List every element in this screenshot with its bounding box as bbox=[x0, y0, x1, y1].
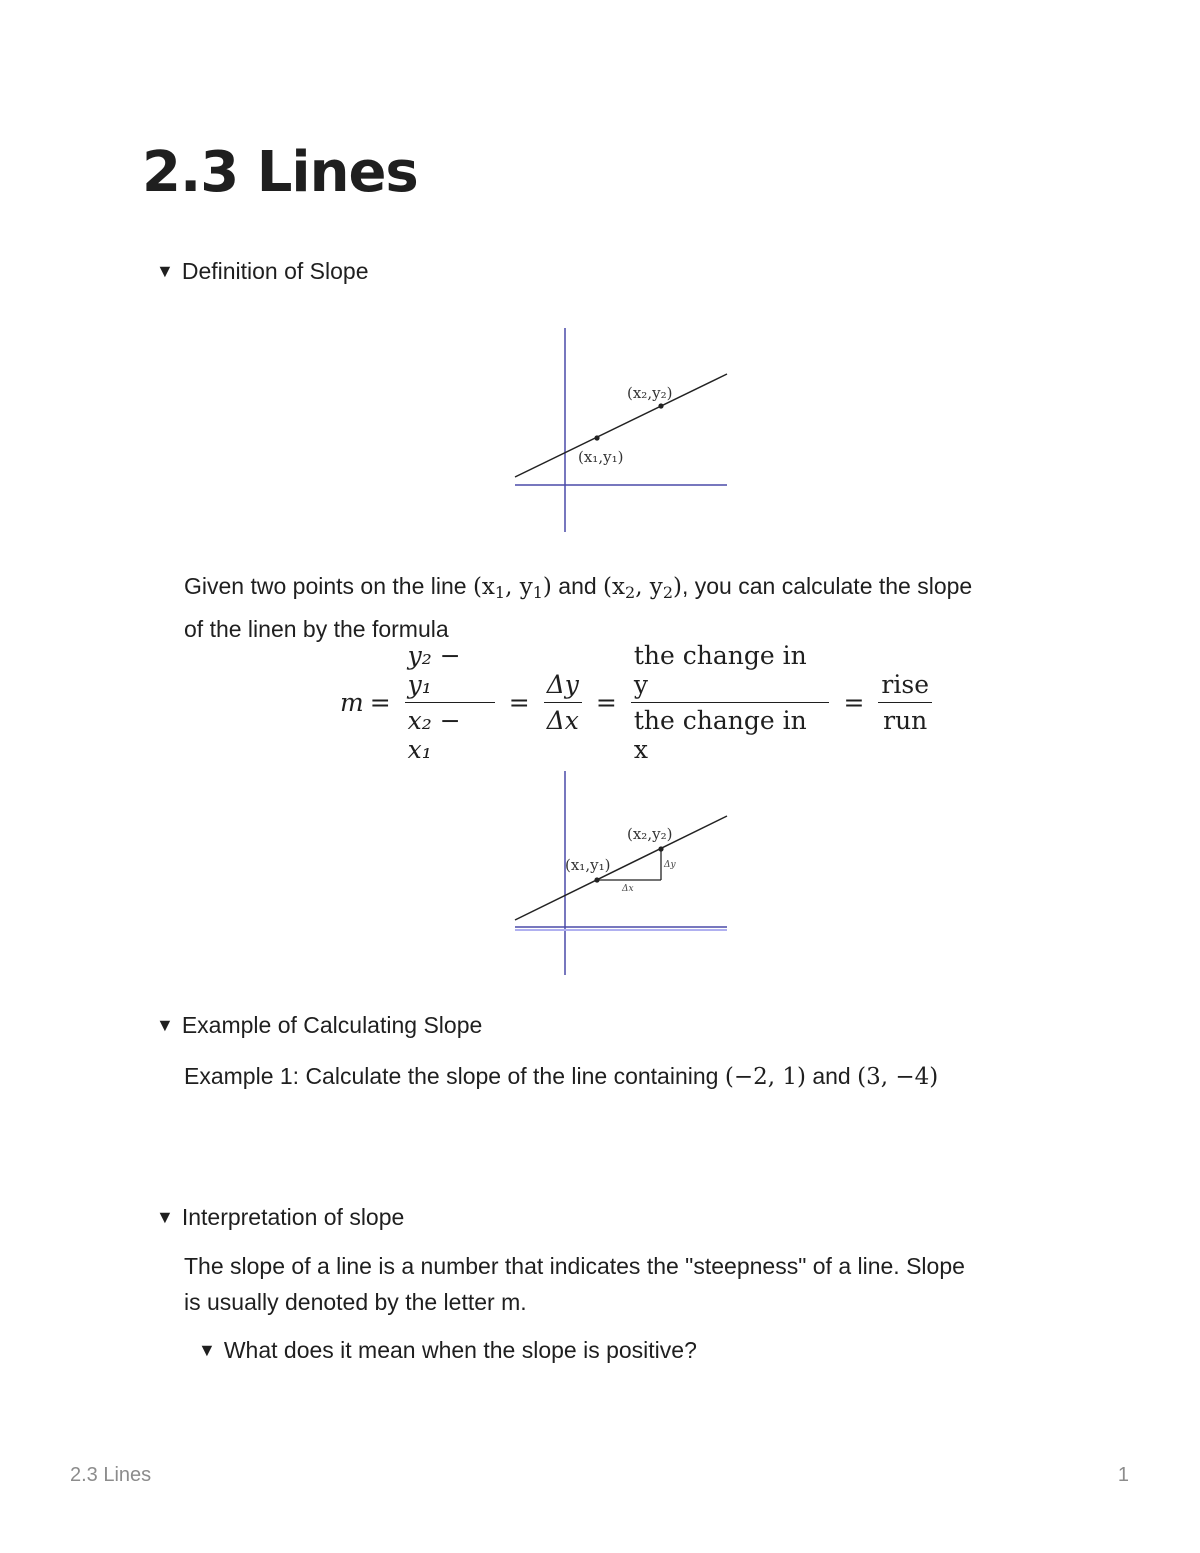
definition-line-2: of the linen by the formula bbox=[184, 616, 449, 642]
interpretation-line-2: is usually denoted by the letter m. bbox=[184, 1289, 527, 1315]
fraction-den: run bbox=[883, 705, 928, 735]
fraction-change bbox=[631, 641, 830, 764]
text-segment: , you can calculate the slope bbox=[681, 573, 973, 599]
toggle-heading-definition: Definition of Slope bbox=[181, 258, 369, 284]
math-part: ) bbox=[673, 574, 682, 600]
math-point-2 bbox=[603, 574, 682, 600]
label-point-1: (x₁,y₁) bbox=[565, 856, 611, 874]
footer-title: 2.3 Lines bbox=[70, 1464, 152, 1486]
label-delta-y: Δy bbox=[664, 860, 676, 870]
example-paragraph bbox=[184, 1058, 938, 1095]
text-segment: and bbox=[551, 573, 604, 599]
fraction-den: Δx bbox=[546, 705, 579, 735]
fraction-num: y₂ − y₁ bbox=[405, 641, 495, 703]
triangle-down-icon: ▼ bbox=[156, 1015, 174, 1035]
formula-eq: = bbox=[508, 687, 530, 717]
toggle-heading-interpretation: Interpretation of slope bbox=[181, 1204, 405, 1230]
math-part: (x bbox=[472, 574, 495, 600]
fraction-den: x₂ − x₁ bbox=[407, 705, 461, 764]
triangle-down-icon: ▼ bbox=[156, 261, 174, 281]
toggle-heading-example: Example of Calculating Slope bbox=[181, 1012, 483, 1038]
interpretation-paragraph bbox=[184, 1248, 965, 1320]
formula-eq: = bbox=[843, 687, 865, 717]
slope-line bbox=[515, 816, 727, 920]
math-sub: 2 bbox=[625, 583, 636, 602]
math-point-b: (3, −4) bbox=[857, 1064, 939, 1090]
toggle-interpretation-of-slope[interactable] bbox=[156, 1204, 404, 1231]
fraction-delta bbox=[544, 670, 582, 735]
formula-m: m bbox=[340, 687, 364, 717]
slope-graph-1 bbox=[505, 320, 735, 535]
text-segment: Example 1: Calculate the slope of the line containing bbox=[184, 1063, 725, 1089]
definition-line-1 bbox=[184, 568, 972, 611]
triangle-down-icon: ▼ bbox=[156, 1207, 174, 1227]
fraction-rise-run bbox=[878, 670, 932, 735]
slope-formula bbox=[340, 640, 940, 764]
math-part: (x bbox=[603, 574, 625, 600]
math-part: ) bbox=[542, 574, 552, 600]
fraction-num: rise bbox=[878, 670, 932, 703]
math-point-a: (−2, 1) bbox=[724, 1064, 806, 1090]
toggle-example-of-slope[interactable] bbox=[156, 1012, 482, 1039]
interpretation-line-1: The slope of a line is a number that indicates the "steepness" of a line. Slope bbox=[184, 1253, 965, 1279]
math-sub: 2 bbox=[662, 583, 673, 602]
text-segment: and bbox=[805, 1063, 858, 1089]
fraction-points bbox=[405, 641, 495, 764]
toggle-definition-of-slope[interactable] bbox=[156, 258, 369, 285]
triangle-down-icon: ▼ bbox=[198, 1340, 216, 1360]
fraction-num: Δy bbox=[544, 670, 582, 703]
page-title: 2.3 Lines bbox=[142, 140, 418, 205]
math-point-1 bbox=[473, 574, 552, 600]
slope-graph-2 bbox=[505, 765, 735, 980]
formula-eq: = bbox=[595, 687, 617, 717]
math-part: , y bbox=[635, 574, 663, 600]
label-point-2: (x₂,y₂) bbox=[627, 384, 673, 402]
math-sub: 1 bbox=[532, 583, 543, 602]
text-segment: Given two points on the line bbox=[184, 573, 473, 599]
math-sub: 1 bbox=[494, 583, 506, 602]
label-point-1: (x₁,y₁) bbox=[578, 448, 624, 466]
definition-paragraph bbox=[184, 568, 972, 647]
point-1 bbox=[594, 435, 599, 440]
page-number: 1 bbox=[1117, 1464, 1129, 1486]
label-delta-x: Δx bbox=[622, 884, 634, 894]
point-2 bbox=[658, 403, 663, 408]
toggle-heading-positive: What does it mean when the slope is positive? bbox=[223, 1337, 697, 1363]
toggle-positive-slope[interactable] bbox=[198, 1337, 697, 1364]
math-part: , y bbox=[505, 574, 533, 600]
fraction-den: the change in x bbox=[633, 705, 807, 764]
formula-eq: = bbox=[369, 687, 391, 717]
fraction-num: the change in y bbox=[631, 641, 830, 703]
label-point-2: (x₂,y₂) bbox=[627, 825, 673, 843]
